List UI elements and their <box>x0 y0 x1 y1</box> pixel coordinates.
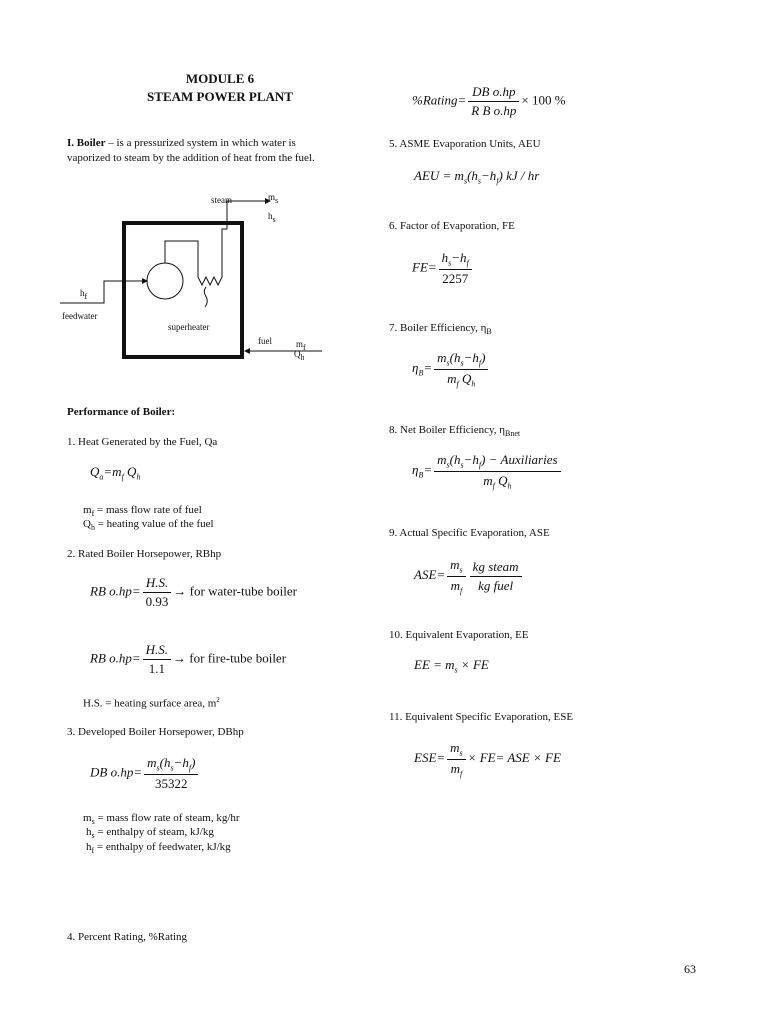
section-8-heading: 8. Net Boiler Efficiency, $\eta_{Bnet}$ <box>389 424 521 439</box>
equation-rbhp-water: RB o.hp= $\frac{H.S.}{0.93}$ → for water-tube boiler <box>90 575 297 609</box>
page-number: 63 <box>684 962 696 976</box>
equation-ase: ASE= $\frac{m_s}{m_f}$ $\frac{\text{kg steam}}{\text{kg fuel}}$ <box>414 557 524 595</box>
boiler-def-line1: – is a pressurized system in which water is <box>105 137 296 149</box>
diagram-mf-label: $m_f$ <box>296 339 306 352</box>
section-1-heading: 1. Heat Generated by the Fuel, Qa <box>67 436 218 448</box>
boiler-box <box>124 223 242 357</box>
diagram-hs-label: $h_s$ <box>268 211 276 224</box>
drum-icon <box>147 263 183 299</box>
section-7-heading: 7. Boiler Efficiency, $\eta_B$ <box>389 322 492 337</box>
fire-tube-note: → for fire-tube boiler <box>173 650 287 666</box>
section-10-heading: 10. Equivalent Evaporation, EE <box>389 629 529 641</box>
feedwater-pipe <box>60 281 147 303</box>
section-6-heading: 6. Factor of Evaporation, FE <box>389 220 515 232</box>
boiler-def-line2: vaporized to steam by the addition of heat from the fuel. <box>67 152 315 164</box>
equation-net-boiler-efficiency: $\eta_B=$ $\frac{m_s(h_s-h_f) - Auxiliaries}{m_f Q_h}$ <box>412 452 563 490</box>
equation-rbhp-fire: RB o.hp= $\frac{H.S.}{1.1}$ → for fire-tube boiler <box>90 642 287 676</box>
superheater-coil-icon <box>198 277 222 285</box>
boiler-term: I. Boiler <box>67 137 106 149</box>
section-3-heading: 3. Developed Boiler Horsepower, DBhp <box>67 726 244 738</box>
steam-pipe <box>222 201 242 277</box>
page-title: STEAM POWER PLANT <box>147 89 293 104</box>
diagram-hf-label: $h_f$ <box>80 288 88 301</box>
heating-surface-note: H.S. = heating surface area, $m^2$ <box>83 696 220 710</box>
var-mf-definition: $m_f$ = mass flow rate of fuel <box>83 504 202 519</box>
var-hs-definition: $h_s$ = enthalpy of steam, kJ/kg <box>86 826 214 841</box>
equation-ese: ESE= $\frac{m_s}{m_f}$ × FE= ASE × FE <box>414 740 561 779</box>
equation-dbhp: DB o.hp= $\frac{m_s(h_s-h_f)}{35322}$ <box>90 755 200 792</box>
fuel-arrow-icon <box>244 348 250 354</box>
diagram-superheater-label: superheater <box>168 322 210 332</box>
section-9-heading: 9. Actual Specific Evaporation, ASE <box>389 527 550 539</box>
drum-pipe <box>165 241 198 277</box>
boiler-definition <box>67 136 296 151</box>
equation-boiler-efficiency: $\eta_B=$ $\frac{m_s(h_s-h_f)}{m_f Q_h}$ <box>412 350 490 388</box>
diagram-feedwater-label: feedwater <box>62 311 98 321</box>
boiler-diagram <box>60 185 330 375</box>
performance-title: Performance of Boiler: <box>67 406 176 418</box>
var-ms-definition: $m_s$ = mass flow rate of steam, kg/hr <box>83 812 240 827</box>
diagram-ms-label: $m_s$ <box>268 192 279 205</box>
module-number: MODULE 6 <box>185 71 255 86</box>
section-2-heading: 2. Rated Boiler Horsepower, RBhp <box>67 548 222 560</box>
equation-aeu: AEU = $m_s(h_s-h_f)$ kJ / hr <box>414 168 540 186</box>
section-11-heading: 11. Equivalent Specific Evaporation, ESE <box>389 711 574 723</box>
diagram-steam-label: steam <box>211 195 232 205</box>
diagram-qh-label: $Q_h$ <box>294 349 305 362</box>
superheater-pointer <box>204 287 207 307</box>
equation-fe: FE= $\frac{h_s-h_f}{2257}$ <box>412 250 474 287</box>
var-qh-definition: $Q_h$ = heating value of the fuel <box>83 518 214 533</box>
diagram-fuel-label: fuel <box>258 336 272 346</box>
equation-ee: EE = $m_s$ × FE <box>414 657 489 675</box>
var-hf-definition: $h_f$ = enthalpy of feedwater, kJ/kg <box>86 841 231 856</box>
water-tube-note: → for water-tube boiler <box>173 583 297 599</box>
equation-qa: $Q_a=m_f$ $Q_h$ <box>90 464 141 482</box>
equation-percent-rating: %Rating= $\frac{\text{DB o.hp}}{\text{R B o.hp}}$ × 100 % <box>412 84 566 118</box>
section-4-heading: 4. Percent Rating, %Rating <box>67 931 188 943</box>
section-5-heading: 5. ASME Evaporation Units, AEU <box>389 138 541 150</box>
